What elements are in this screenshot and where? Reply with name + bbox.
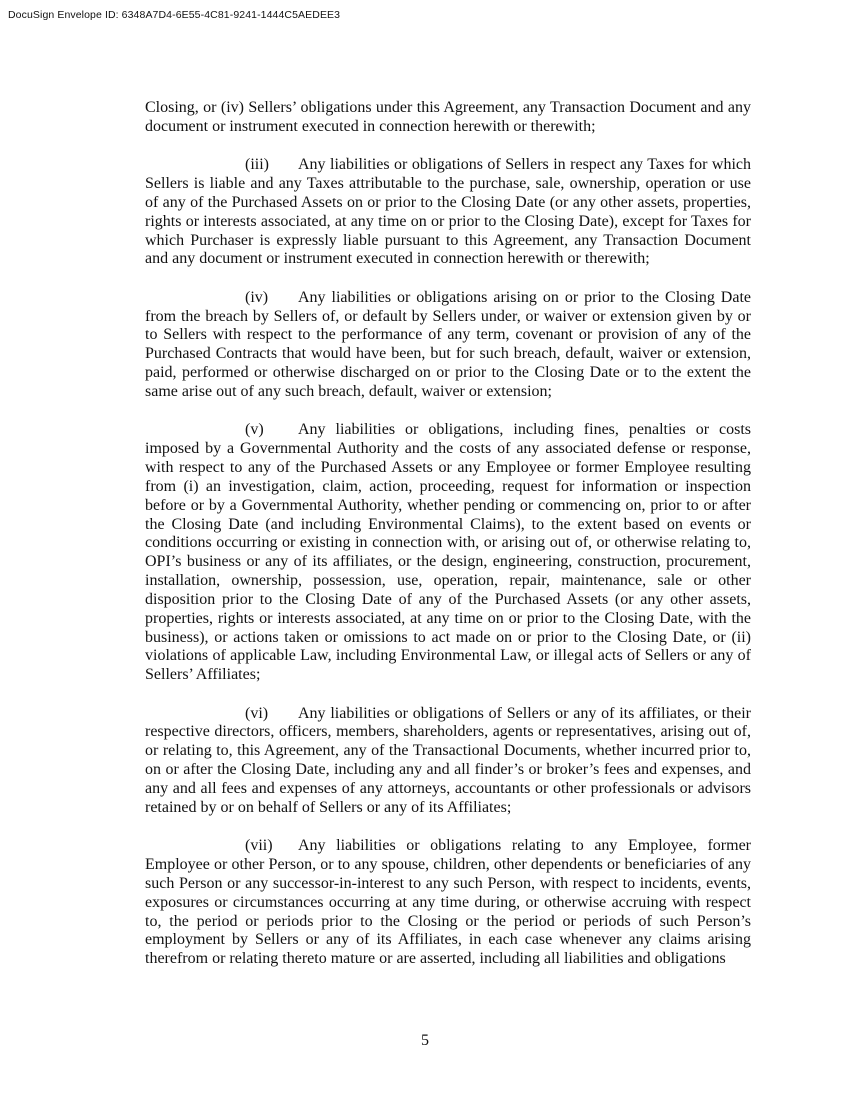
paragraph-text: Any liabilities or obligations relating to any Employee, former Employee or other Person, or to any spouse, children, other dependents or beneficiaries of any such Person or any successor-in-interest to any such Person, with respect to incidents, events, exposures or circumstances occurring at any time during, or otherwise accruing with respect to, the period or periods prior to the Closing or the period or periods of such Person’s employment by Sellers or any of its Affiliates, in each case whenever any claims arising therefrom or relating thereto mature or are asserted, including all liabilities and obligations <box>145 837 751 968</box>
paragraph-number: (iv) <box>245 288 269 306</box>
paragraph-iii <box>145 156 751 269</box>
paragraph-text: Closing, or (iv) Sellers’ obligations under this Agreement, any Transaction Document and any document or instrument executed in connection herewith or therewith; <box>145 99 751 135</box>
paragraph-text: Any liabilities or obligations arising on or prior to the Closing Date from the breach by Sellers of, or default by Sellers under, or waiver or extension given by or to Sellers with respect to the performance of any term, covenant or provision of any of the Purchased Contracts that would have been, but for such breach, default, waiver or extension, paid, performed or otherwise discharged on or prior to the Closing Date or to the extent the same arise out of any such breach, default, waiver or extension; <box>145 288 751 400</box>
paragraph-iv <box>145 289 751 402</box>
paragraph-text: Any liabilities or obligations of Sellers or any of its affiliates, or their respective directors, officers, members, shareholders, agents or representatives, arising out of, or relating to, this Agreement, any of the Transactional Documents, whether incurred prior to, on or after the Closing Date, including any and all finder’s or broker’s fees and expenses, and any and all fees and expenses of any attorneys, accountants or other professionals or advisors retained by or on behalf of Sellers or any of its Affiliates; <box>145 704 751 816</box>
paragraph-text: Any liabilities or obligations, including fines, penalties or costs imposed by a Governmental Authority and the costs of any associated defense or response, with respect to any of the Purchased Assets or any Employee or former Employee resulting from (i) an investigation, claim, action, proceeding, request for information or inspection before or by a Governmental Authority, whether pending or commencing on, prior to or after the Closing Date (and including Environmental Claims), to the extent based on events or conditions occurring or existing in connection with, or arising out of, or otherwise relating to, OPI’s business or any of its affiliates, or the design, engineering, construction, procurement, installation, ownership, possession, use, operation, repair, maintenance, sale or other disposition prior to the Closing Date of any of the Purchased Assets (or any other assets, properties, rights or interests associated, at any time on or prior to the Closing Date, with the business), or actions taken or omissions to act made on or prior to the Closing Date, or (ii) violations of applicable Law, including Environmental Law, or illegal acts of Sellers or any of Sellers’ Affiliates; <box>145 421 751 684</box>
paragraph-number: (iii) <box>245 156 269 174</box>
paragraph-number: (vii) <box>245 837 273 855</box>
paragraph-continuation <box>145 99 751 137</box>
paragraph-text: Any liabilities or obligations of Sellers in respect any Taxes for which Sellers is liable and any Taxes attributable to the purchase, sale, ownership, operation or use of any of the Purchased Assets on or prior to the Closing Date (or any other assets, properties, rights or interests associated, at any time on or prior to the Closing Date), except for Taxes for which Purchaser is expressly liable pursuant to this Agreement, any Transaction Document and any document or instrument executed in connection herewith or therewith; <box>145 156 751 268</box>
docusign-envelope-id: DocuSign Envelope ID: 6348A7D4-6E55-4C81-9241-1444C5AEDEE3 <box>8 9 341 21</box>
paragraph-vii <box>145 837 751 969</box>
paragraph-vi <box>145 705 751 818</box>
paragraph-number: (vi) <box>245 704 269 722</box>
paragraph-number: (v) <box>245 421 264 439</box>
document-body <box>145 99 751 989</box>
page-number: 5 <box>421 1032 429 1049</box>
paragraph-v <box>145 421 751 685</box>
